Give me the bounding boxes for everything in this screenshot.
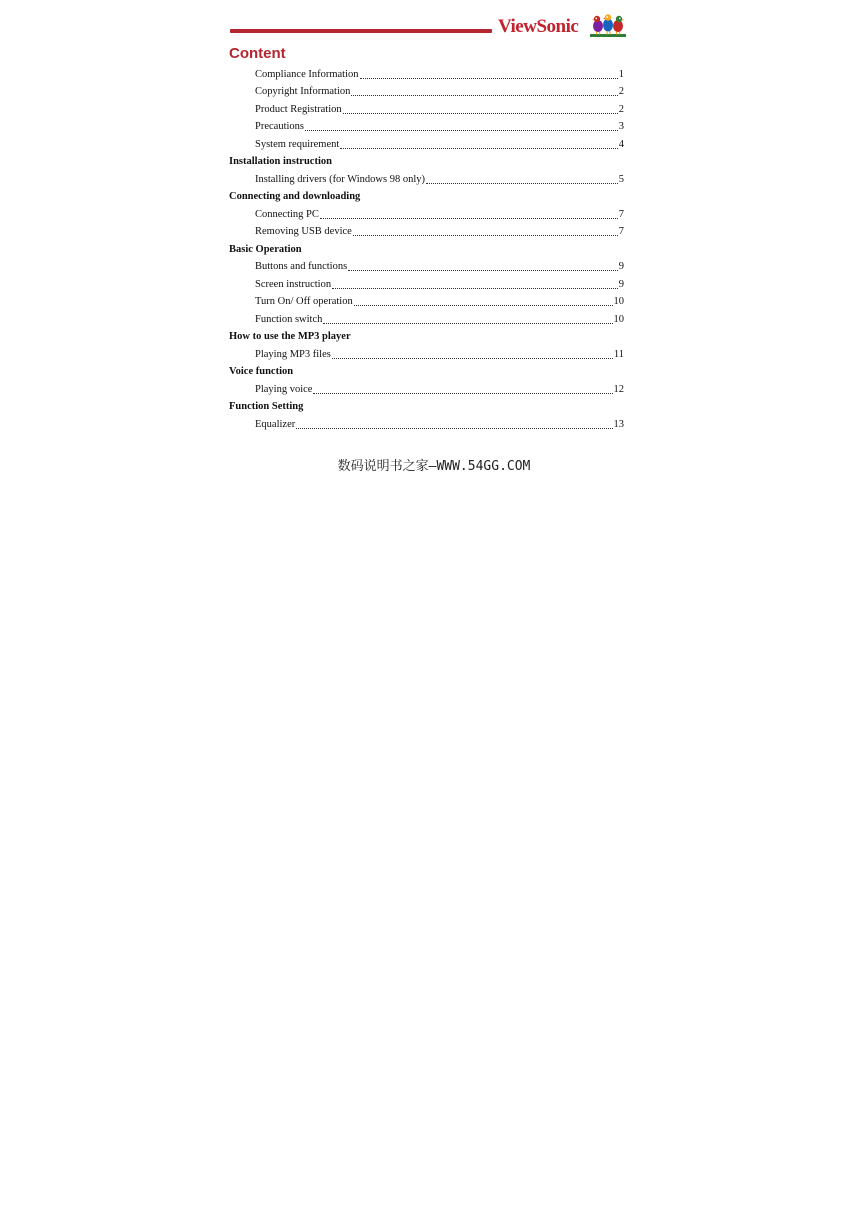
toc-entry-label: Playing MP3 files: [255, 348, 331, 360]
toc-entry[interactable]: [229, 203, 624, 221]
toc-page-number: 9: [618, 261, 624, 272]
toc-page-number: 2: [618, 86, 624, 97]
dot-leader: [348, 270, 618, 271]
toc-entry-label: System requirement: [255, 138, 340, 150]
viewsonic-birds-logo-icon: [590, 12, 626, 38]
toc-section-title: [229, 238, 624, 256]
dot-leader: [296, 428, 612, 429]
toc-page-number: 1: [618, 68, 624, 80]
page-header: [229, 12, 624, 38]
toc-entry-label: Buttons and functions: [255, 261, 348, 272]
section-title-text: Connecting and downloading: [229, 191, 361, 202]
toc-section-title: [229, 326, 624, 344]
dot-leader: [353, 235, 618, 236]
toc-page-number: 4: [618, 138, 624, 150]
dot-leader: [323, 323, 612, 324]
toc-heading: Content: [229, 45, 286, 62]
section-title-text: How to use the MP3 player: [229, 331, 351, 342]
brand-name: ViewSonic: [498, 16, 579, 37]
toc-entry[interactable]: [229, 273, 624, 291]
toc-entry[interactable]: [229, 98, 624, 116]
toc-section-title: [229, 361, 624, 379]
toc-entry[interactable]: [229, 378, 624, 396]
toc-entry-label: Connecting PC: [255, 208, 319, 220]
table-of-contents: [229, 63, 624, 431]
toc-entry-label: Precautions: [255, 121, 304, 132]
dot-leader: [340, 148, 617, 149]
toc-entry[interactable]: [229, 116, 624, 134]
dot-leader: [343, 113, 618, 114]
dot-leader: [332, 358, 613, 359]
toc-entry[interactable]: [229, 308, 624, 326]
section-title-text: Basic Operation: [229, 243, 302, 255]
toc-entry-label: Copyright Information: [255, 86, 351, 97]
dot-leader: [354, 305, 613, 306]
toc-page-number: 7: [618, 208, 624, 220]
toc-page-number: 5: [618, 173, 624, 185]
toc-entry[interactable]: [229, 63, 624, 81]
toc-entry[interactable]: [229, 81, 624, 99]
toc-entry-label: Removing USB device: [255, 226, 352, 237]
toc-section-title: [229, 396, 624, 414]
toc-entry-label: Product Registration: [255, 103, 342, 115]
toc-entry[interactable]: [229, 133, 624, 151]
dot-leader: [332, 288, 618, 289]
toc-entry[interactable]: [229, 256, 624, 274]
toc-entry[interactable]: [229, 168, 624, 186]
toc-page-number: 13: [613, 418, 624, 430]
toc-entry-label: Turn On/ Off operation: [255, 296, 353, 307]
toc-entry-label: Playing voice: [255, 383, 313, 395]
toc-page-number: 12: [613, 383, 624, 395]
toc-section-title: [229, 151, 624, 169]
toc-entry-label: Equalizer: [255, 418, 296, 430]
toc-entry[interactable]: [229, 291, 624, 309]
toc-entry[interactable]: [229, 221, 624, 239]
dot-leader: [426, 183, 618, 184]
toc-page-number: 9: [618, 278, 624, 290]
dot-leader: [313, 393, 612, 394]
toc-page-number: 10: [613, 296, 624, 307]
toc-page-number: 11: [613, 348, 624, 360]
dot-leader: [320, 218, 618, 219]
toc-entry-label: Screen instruction: [255, 278, 332, 290]
toc-page-number: 2: [618, 103, 624, 115]
toc-entry-label: Compliance Information: [255, 68, 359, 80]
toc-entry[interactable]: [229, 343, 624, 361]
section-title-text: Voice function: [229, 366, 294, 377]
toc-section-title: [229, 186, 624, 204]
toc-page-number: 3: [618, 121, 624, 132]
header-rule: [230, 29, 492, 33]
section-title-text: Installation instruction: [229, 156, 332, 167]
toc-entry-label: Function switch: [255, 313, 323, 325]
toc-entry-label: Installing drivers (for Windows 98 only): [255, 173, 425, 185]
dot-leader: [305, 130, 618, 131]
section-title-text: Function Setting: [229, 401, 304, 412]
dot-leader: [351, 95, 617, 96]
watermark-footer: 数码说明书之家—WWW.54GG.COM: [337, 459, 531, 474]
toc-page-number: 10: [613, 313, 624, 325]
toc-entry[interactable]: [229, 413, 624, 431]
dot-leader: [360, 78, 618, 79]
toc-page-number: 7: [618, 226, 624, 237]
